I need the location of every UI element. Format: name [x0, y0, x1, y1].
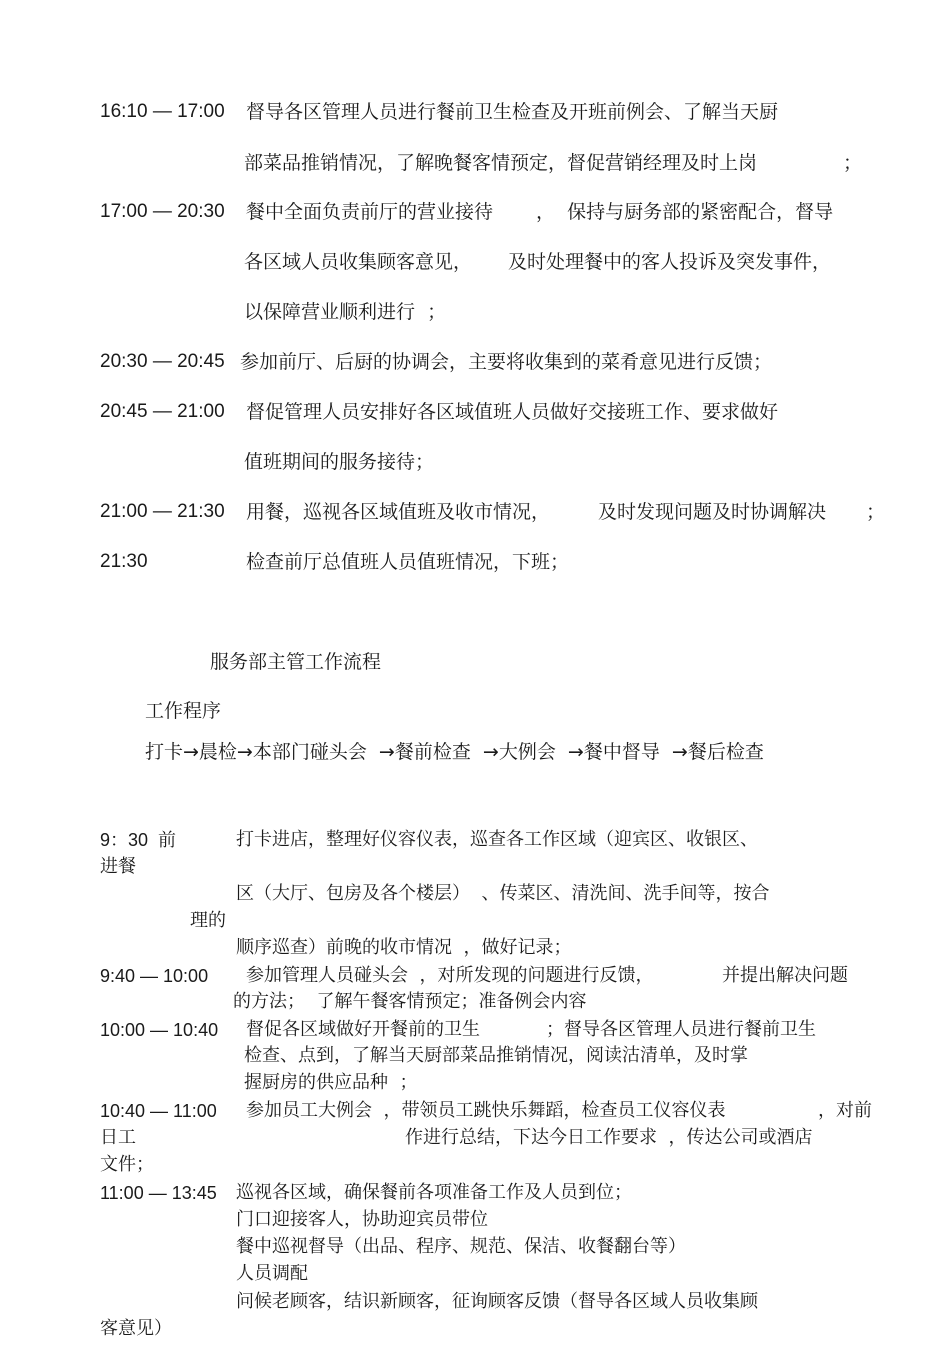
task-text: 检查前厅总值班人员值班情况，下班； [246, 551, 570, 573]
task-text: 各区域人员收集顾客意见， [244, 251, 473, 273]
task-text: 握厨房的供应品种 ； [244, 1072, 418, 1093]
task-text-end: ； [843, 152, 863, 174]
section-subtitle: 工作程序 [145, 700, 222, 722]
task-text: 值班期间的服务接待； [244, 451, 435, 473]
task-text: 及时发现问题及时协调解决 [598, 501, 827, 523]
task-text-wrap: 客意见） [100, 1318, 172, 1339]
task-text-wrap: 理的 [190, 910, 226, 931]
task-text-wrap: 进餐 [100, 856, 136, 877]
task-text: 区（大厅、包房及各个楼层） 、传菜区、清洗间、洗手间等，按合 [236, 883, 770, 904]
task-text-wrap: 日工 [100, 1127, 136, 1148]
time-label: 20:30 — 20:45 [100, 351, 225, 372]
time-label: 10:00 — 10:40 [100, 1020, 219, 1040]
task-text: 用餐，巡视各区域值班及收市情况， [246, 501, 551, 523]
task-text-wrap: 文件； [100, 1154, 154, 1175]
task-text: 作进行总结，下达今日工作要求 ，传达公司或酒店 [405, 1127, 813, 1148]
task-text: 参加员工大例会 ，带领员工跳快乐舞蹈，检查员工仪容仪表 [246, 1100, 726, 1121]
task-text: ， 保持与厨务部的紧密配合，督导 [536, 201, 834, 223]
task-text: 问候老顾客，结识新顾客，征询顾客反馈（督导各区域人员收集顾 [236, 1291, 758, 1312]
task-text: 打卡进店，整理好仪容仪表，巡查各工作区域（迎宾区、收银区、 [236, 829, 758, 850]
task-text-end: ； [866, 501, 886, 523]
task-text: 参加前厅、后厨的协调会，主要将收集到的菜肴意见进行反馈； [240, 351, 773, 373]
workflow-sequence: 打卡→晨检→本部门碰头会 →餐前检查 →大例会 →餐中督导 →餐后检查 [145, 741, 764, 763]
task-text: 督促管理人员安排好各区域值班人员做好交接班工作、要求做好 [246, 401, 779, 423]
task-text: ；督导各区管理人员进行餐前卫生 [546, 1019, 816, 1040]
task-text: 部菜品推销情况，了解晚餐客情预定，督促营销经理及时上岗 [244, 152, 758, 174]
task-text: 检查、点到，了解当天厨部菜品推销情况，阅读沽清单，及时掌 [244, 1045, 748, 1066]
time-label: 17:00 — 20:30 [100, 201, 225, 222]
task-text: 人员调配 [236, 1263, 308, 1284]
task-text: 并提出解决问题 [722, 965, 848, 986]
task-text: 的方法； 了解午餐客情预定；准备例会内容 [233, 991, 587, 1012]
time-label: 20:45 — 21:00 [100, 401, 225, 422]
time-label: 10:40 — 11:00 [100, 1101, 217, 1121]
task-text: 以保障营业顺利进行 ； [244, 301, 447, 323]
time-label: 21:00 — 21:30 [100, 501, 225, 522]
time-label: 9:40 — 10:00 [100, 966, 209, 986]
task-text: 参加管理人员碰头会 ，对所发现的问题进行反馈， [246, 965, 654, 986]
section-title: 服务部主管工作流程 [210, 651, 382, 673]
task-text: 门口迎接客人，协助迎宾员带位 [236, 1209, 488, 1230]
task-text: 餐中全面负责前厅的营业接待 [246, 201, 494, 223]
task-text: 督促各区域做好开餐前的卫生 [246, 1019, 480, 1040]
task-text: 巡视各区域，确保餐前各项准备工作及人员到位； [236, 1182, 632, 1203]
task-text: 顺序巡查）前晚的收市情况 ，做好记录； [236, 937, 572, 958]
task-text: 及时处理餐中的客人投诉及突发事件， [508, 251, 832, 273]
task-text: 餐中巡视督导（出品、程序、规范、保洁、收餐翻台等） [236, 1236, 686, 1257]
task-text: ，对前 [818, 1100, 872, 1121]
time-label: 9：30 前 [100, 830, 177, 850]
task-text: 督导各区管理人员进行餐前卫生检查及开班前例会、了解当天厨 [246, 101, 779, 123]
time-label: 11:00 — 13:45 [100, 1183, 217, 1203]
time-label: 16:10 — 17:00 [100, 101, 225, 122]
time-label: 21:30 [100, 551, 148, 572]
